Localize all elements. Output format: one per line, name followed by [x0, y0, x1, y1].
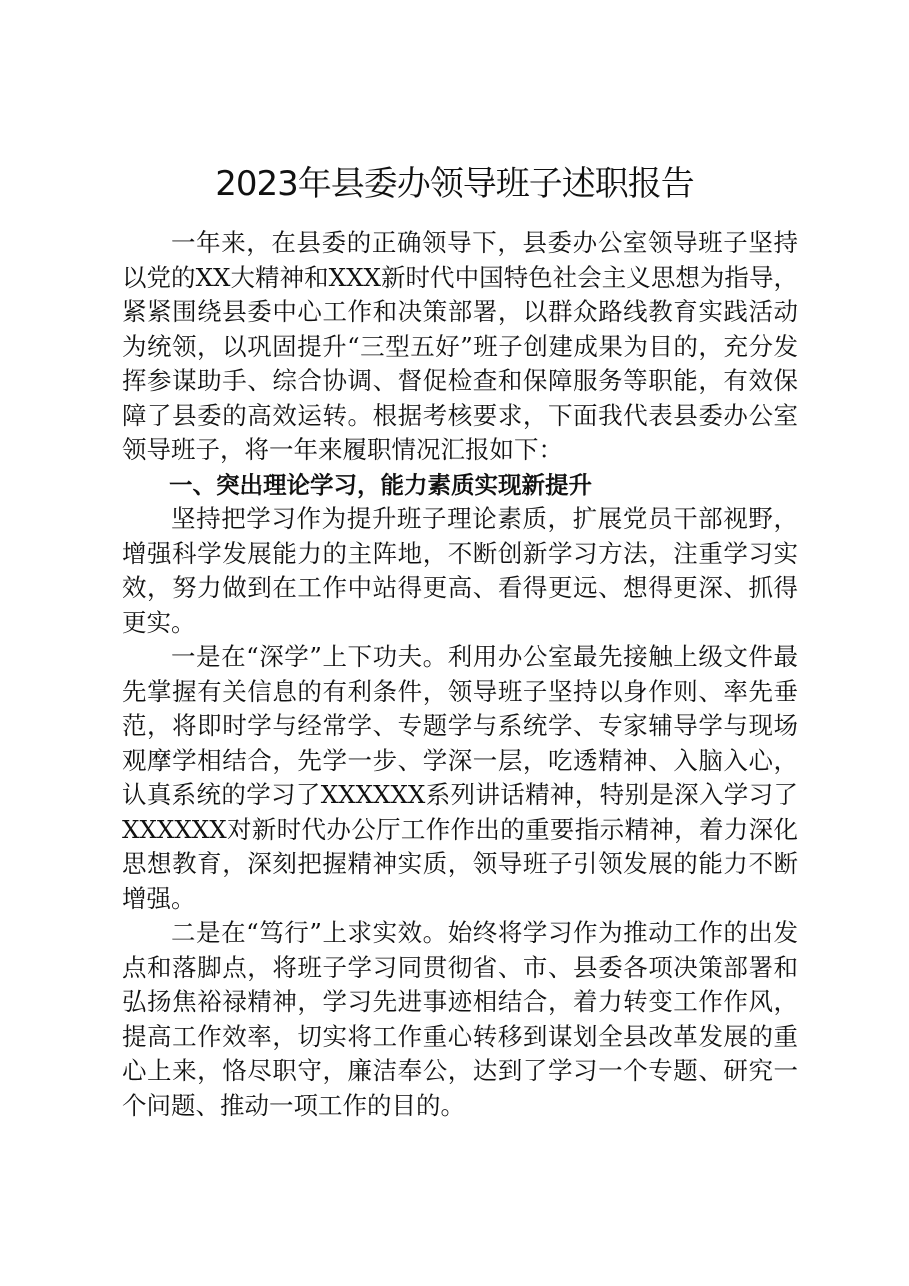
intro-paragraph: 一年来，在县委的正确领导下，县委办公室领导班子坚持以党的XX大精神和XXX新时代中国特色社会主义思想为指导，紧紧围绕县委中心工作和决策部署，以群众路线教育实践活动为统领，以巩固提升“三型五好”班子创建成果为目的，充分发挥参谋助手、综合协调、督促检查和保障服务等职能，有效保障了县委的高效运转。根据考核要求，下面我代表县委办公室领导班子，将一年来履职情况汇报如下：	[122, 228, 798, 464]
section-heading: 一、突出理论学习，能力素质实现新提升	[169, 470, 592, 499]
document-body	[122, 226, 798, 1123]
body-paragraph: 二是在“笃行”上求实效。始终将学习作为推动工作的出发点和落脚点，将班子学习同贯彻省、市、县委各项决策部署和弘扬焦裕禄精神，学习先进事迹相结合，着力转变工作作风，提高工作效率，切实将工作重心转移到谋划全县改革发展的重心上来，恪尽职守，廉洁奉公，达到了学习一个专题、研究一个问题、推动一项工作的目的。	[122, 918, 798, 1120]
body-paragraph: 坚持把学习作为提升班子理论素质，扩展党员干部视野，增强科学发展能力的主阵地，不断创新学习方法，注重学习实效，努力做到在工作中站得更高、看得更远、想得更深、抓得更实。	[122, 504, 798, 637]
body-paragraph: 一是在“深学”上下功夫。利用办公室最先接触上级文件最先掌握有关信息的有利条件，领导班子坚持以身作则、率先垂范，将即时学与经常学、专题学与系统学、专家辅导学与现场观摩学相结合，先学一步、学深一层，吃透精神、入脑入心，认真系统的学习了XXXXXX系列讲话精神，特别是深入学习了XXXXXX对新时代办公厅工作作出的重要指示精神，着力深化思想教育，深刻把握精神实质，领导班子引领发展的能力不断增强。	[122, 642, 798, 913]
document-title: 2023年县委办领导班子述职报告	[215, 164, 694, 204]
